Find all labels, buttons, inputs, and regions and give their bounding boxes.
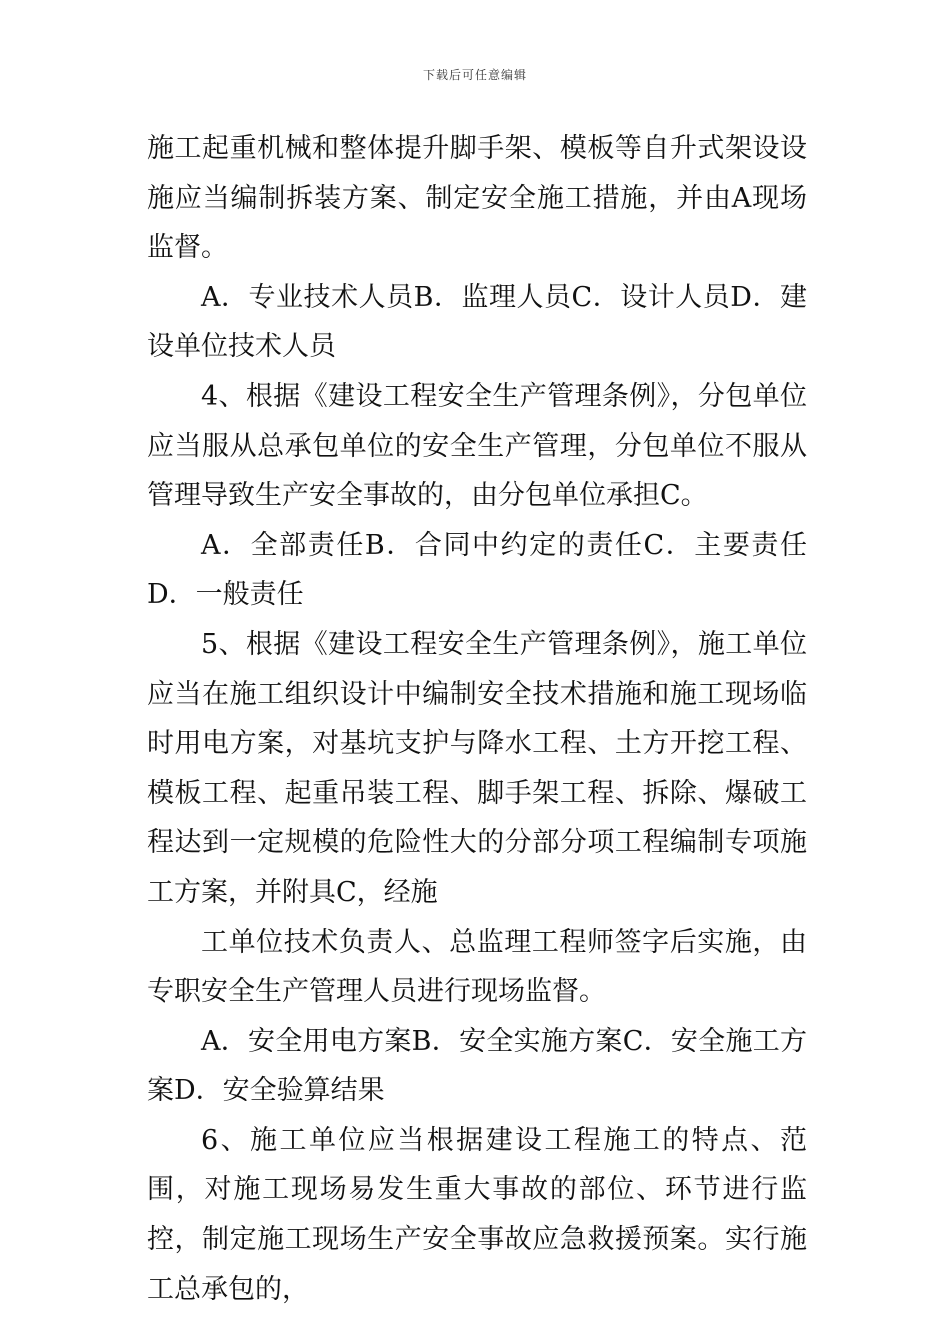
paragraph-question-6-stem: 6、施工单位应当根据建设工程施工的特点、范围，对施工现场易发生重大事故的部位、环节进行监控，制定施工现场生产安全事故应急救援预案。实行施工总承包的， <box>147 1124 807 1305</box>
paragraph-question-3-options: A．专业技术人员B．监理人员C．设计人员D．建设单位技术人员 <box>147 281 807 363</box>
document-body <box>147 124 807 1314</box>
page-header-note: 下载后可任意编辑 <box>422 68 527 82</box>
paragraph-question-5-options: A．安全用电方案B．安全实施方案C．安全施工方案D．安全验算结果 <box>147 1025 807 1107</box>
paragraph-question-4-stem: 4、根据《建设工程安全生产管理条例》，分包单位应当服从总承包单位的安全生产管理，分包单位不服从管理导致生产安全事故的，由分包单位承担C。 <box>147 380 807 512</box>
paragraph-question-4-options: A．全部责任B．合同中约定的责任C．主要责任D．一般责任 <box>147 529 807 611</box>
paragraph-question-5-stem: 5、根据《建设工程安全生产管理条例》，施工单位应当在施工组织设计中编制安全技术措施和施工现场临时用电方案，对基坑支护与降水工程、土方开挖工程、模板工程、起重吊装工程、脚手架工程、拆除、爆破工程达到一定规模的危险性大的分部分项工程编制专项施工方案，并附具C，经施 <box>147 628 807 908</box>
paragraph-question-5-continuation: 工单位技术负责人、总监理工程师签字后实施，由专职安全生产管理人员进行现场监督。 <box>147 926 807 1008</box>
paragraph-question-3-stem: 施工起重机械和整体提升脚手架、模板等自升式架设设施应当编制拆装方案、制定安全施工措施，并由A现场监督。 <box>147 133 807 264</box>
